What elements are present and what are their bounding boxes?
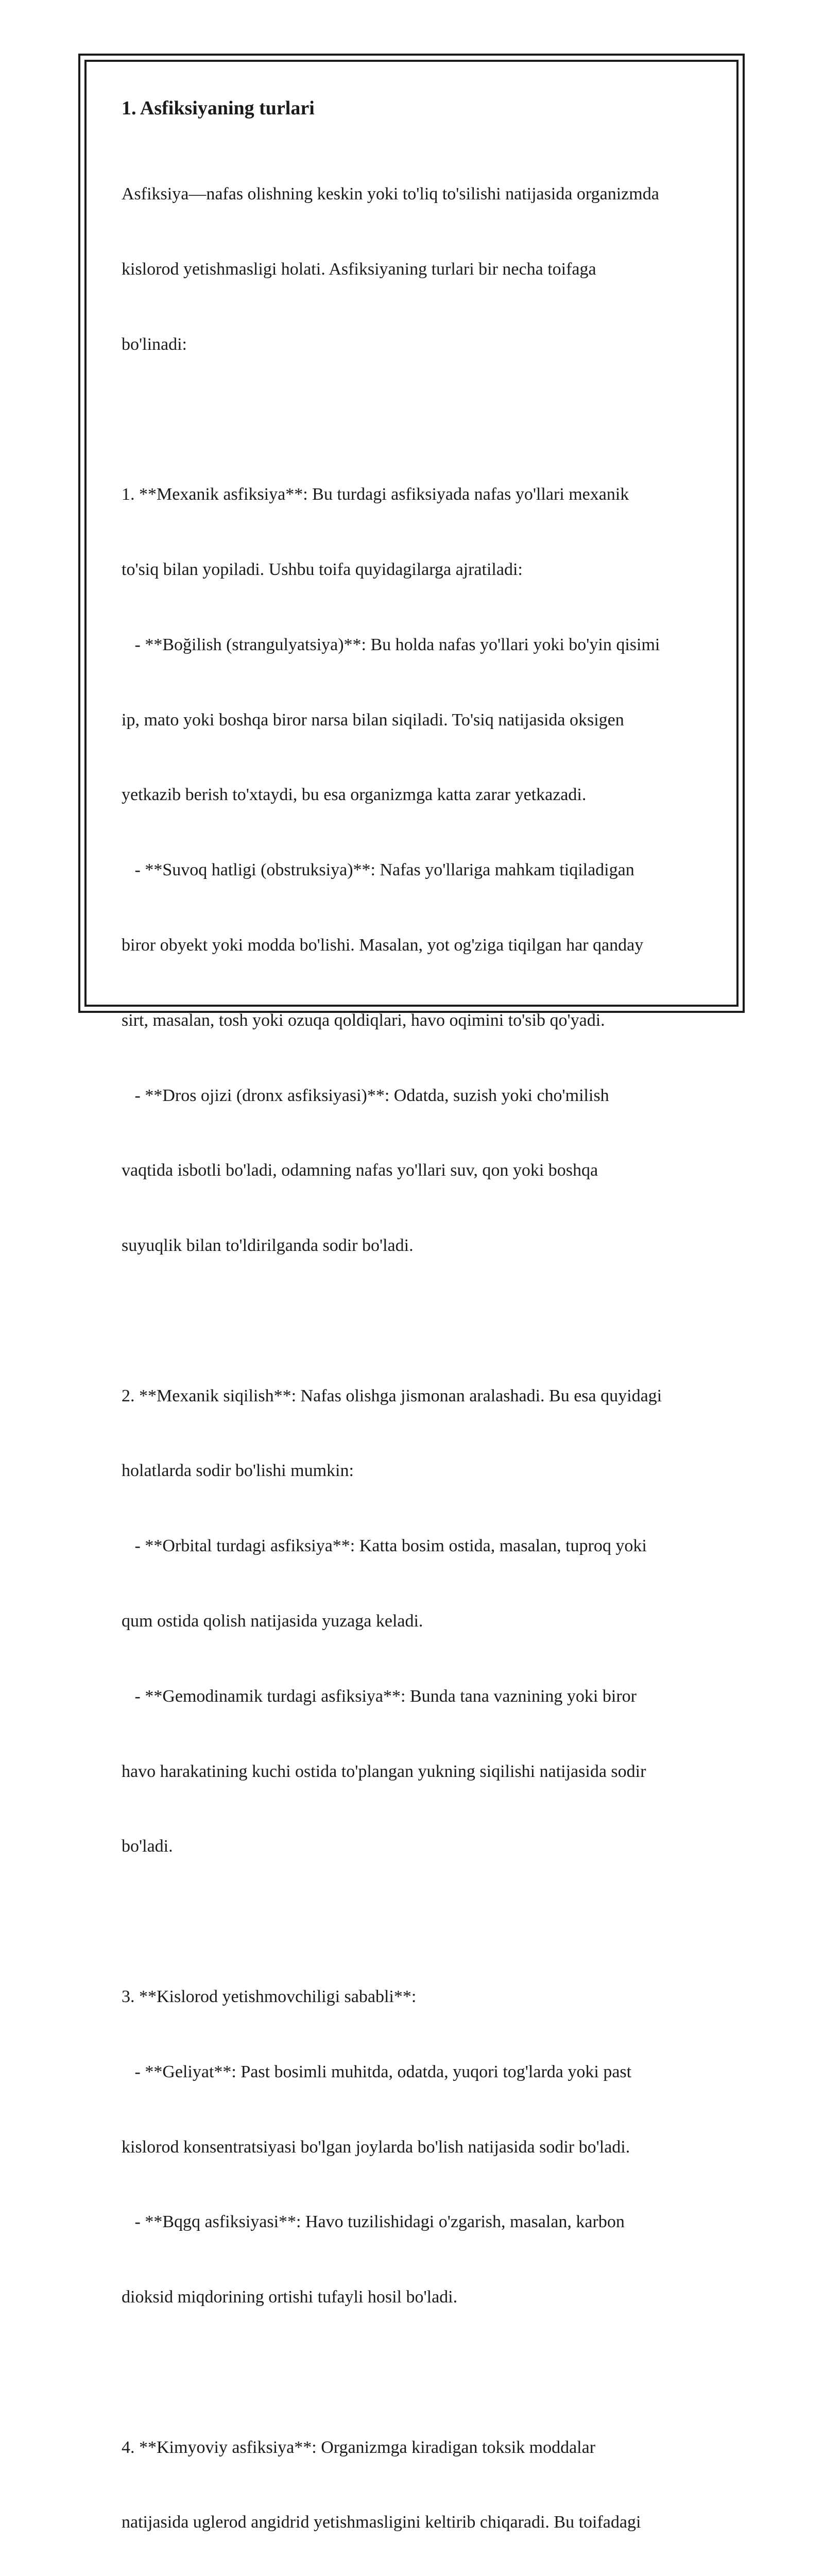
text-line: suyuqlik bilan to'ldirilganda sodir bo'ladi. <box>122 1236 414 1256</box>
text-line: havo harakatining kuchi ostida to'plangan yukning siqilishi natijasida sodir <box>122 1761 646 1781</box>
text-line: biror obyekt yoki modda bo'lishi. Masalan, yot og'ziga tiqilgan har qanday <box>122 936 644 955</box>
text-line: vaqtida isbotli bo'ladi, odamning nafas yo'llari suv, qon yoki boshqa <box>122 1161 598 1180</box>
text-line: bo'linadi: <box>122 334 187 354</box>
text-line: 2. **Mexanik siqilish**: Nafas olishga jismonan aralashadi. Bu esa quyidagi <box>122 1386 662 1405</box>
text-line: qum ostida qolish natijasida yuzaga keladi. <box>122 1612 423 1631</box>
text-line: kislorod yetishmasligi holati. Asfiksiyaning turlari bir necha toifaga <box>122 259 596 279</box>
document-body <box>122 96 709 2576</box>
text-line: holatlarda sodir bo'lishi mumkin: <box>122 1461 354 1481</box>
blank-line <box>122 1909 709 1935</box>
text-line: natijasida uglerod angidrid yetishmasligini keltirib chiqaradi. Bu toifadagi <box>122 2513 641 2532</box>
text-line: sirt, masalan, tosh yoki ozuqa qoldiqlari, havo oqimini to'sib qo'yadi. <box>122 1010 605 1030</box>
blank-line <box>122 408 709 433</box>
text-line: - **Gemodinamik turdagi asfiksiya**: Bunda tana vaznining yoki biror <box>122 1686 637 1706</box>
document-text <box>122 132 709 2576</box>
text-line: ip, mato yoki boshqa biror narsa bilan siqiladi. To'siq natijasida oksigen <box>122 710 624 730</box>
text-line: dioksid miqdorining ortishi tufayli hosil bo'ladi. <box>122 2287 458 2307</box>
text-line: - **Orbital turdagi asfiksiya**: Katta bosim ostida, masalan, tuproq yoki <box>122 1536 647 1556</box>
text-line: - **Suvoq hatligi (obstruksiya)**: Nafas yo'llariga mahkam tiqiladigan <box>122 860 634 880</box>
blank-line <box>122 1309 709 1334</box>
blank-line <box>122 2360 709 2385</box>
page-title: 1. Asfiksiyaning turlari <box>122 97 315 119</box>
text-line: bo'ladi. <box>122 1837 173 1856</box>
text-line: 1. **Mexanik asfiksiya**: Bu turdagi asfiksiyada nafas yo'llari mexanik <box>122 485 629 504</box>
text-line: to'siq bilan yopiladi. Ushbu toifa quyidagilarga ajratiladi: <box>122 560 523 580</box>
text-line: kislorod konsentratsiyasi bo'lgan joylarda bo'lish natijasida sodir bo'ladi. <box>122 2137 630 2157</box>
text-line: 4. **Kimyoviy asfiksiya**: Organizmga kiradigan toksik moddalar <box>122 2437 596 2457</box>
text-line: - **Geliyat**: Past bosimli muhitda, odatda, yuqori tog'larda yoki past <box>122 2062 632 2081</box>
text-line: 3. **Kislorod yetishmovchiligi sababli**: <box>122 1987 417 2006</box>
text-line: yetkazib berish to'xtaydi, bu esa organizmga katta zarar yetkazadi. <box>122 785 587 805</box>
text-line: - **Bqgq asfiksiyasi**: Havo tuzilishidagi o'zgarish, masalan, karbon <box>122 2212 625 2232</box>
text-line: - **Boğilish (strangulyatsiya)**: Bu holda nafas yo'llari yoki bo'yin qisimi <box>122 635 660 654</box>
text-line: Asfiksiya—nafas olishning keskin yoki to'liq to'silishi natijasida organizmda <box>122 184 659 204</box>
text-line: - **Dros ojizi (dronx asfiksiyasi)**: Odatda, suzish yoki cho'milish <box>122 1086 609 1105</box>
